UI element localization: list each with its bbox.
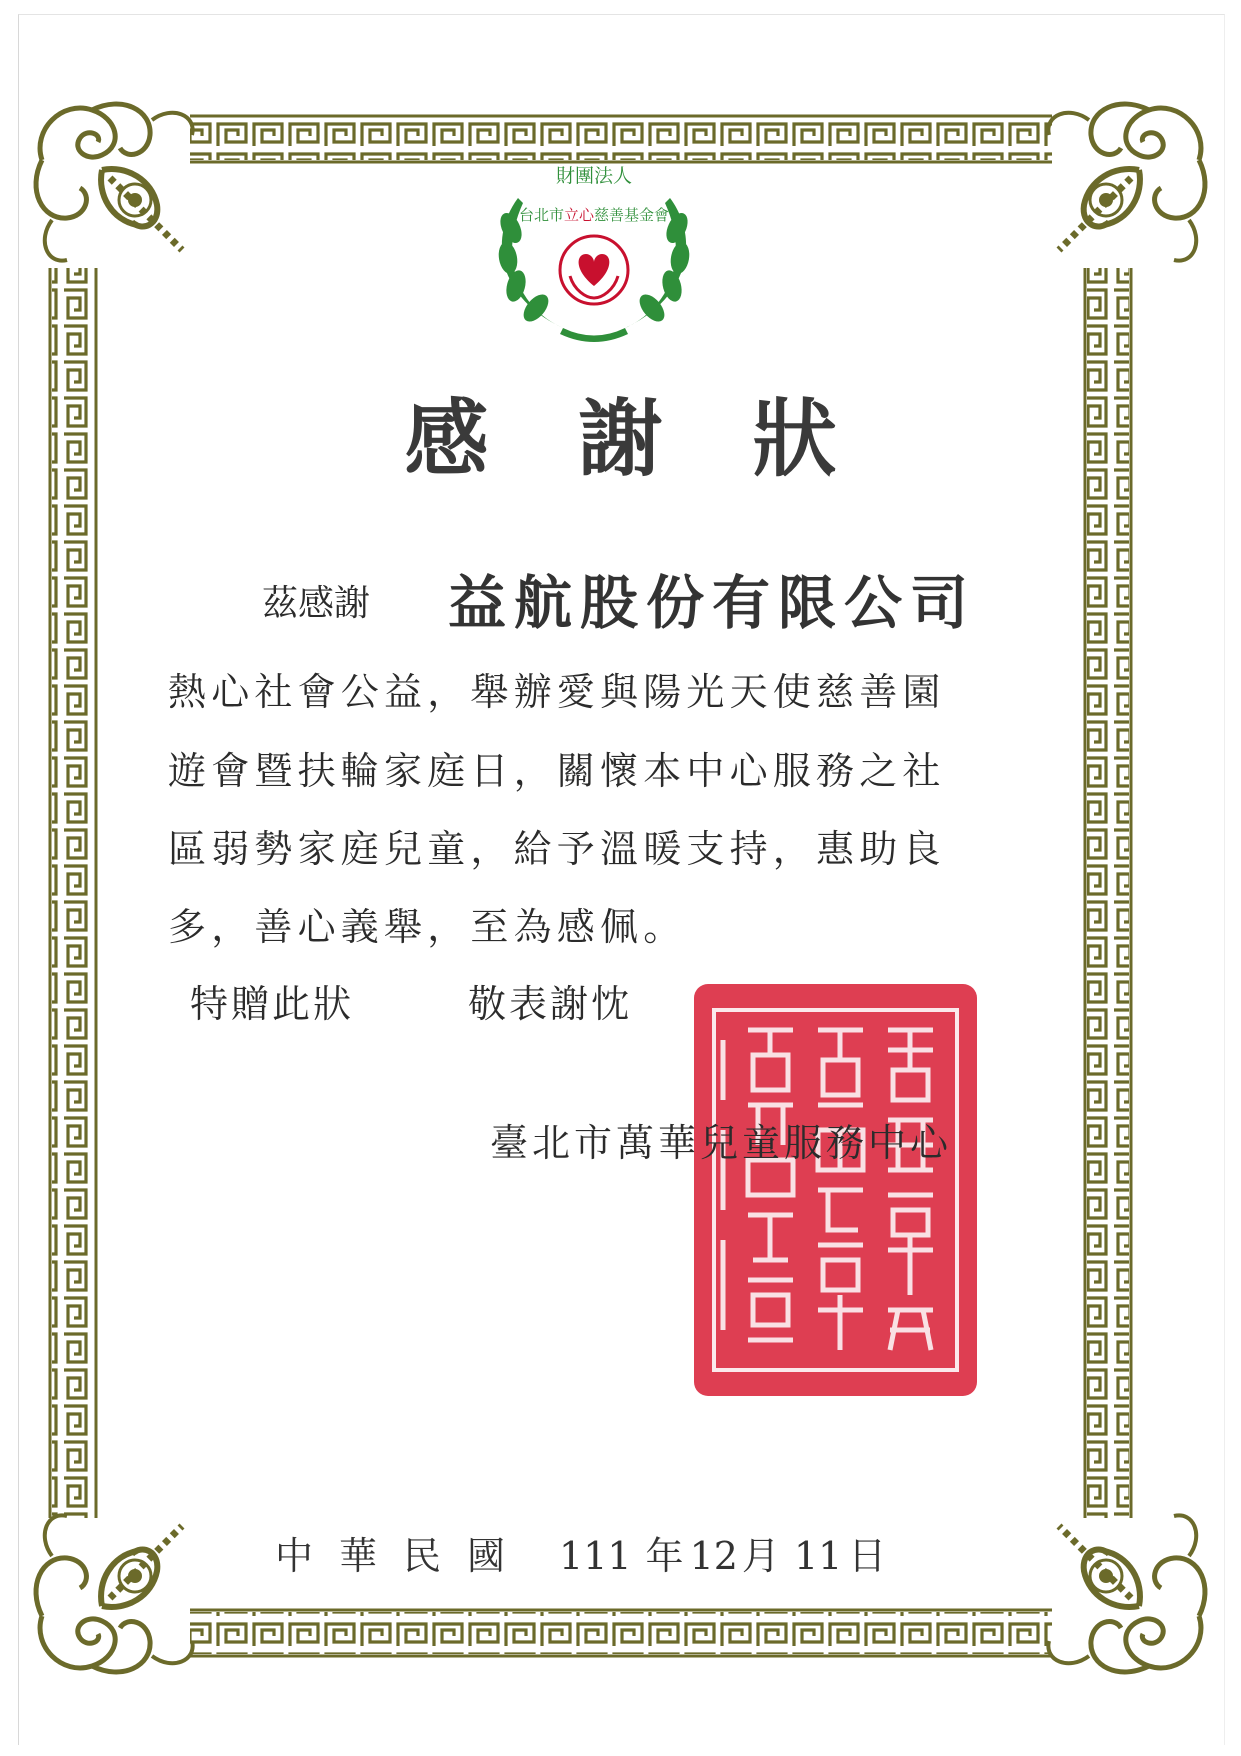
corner-ornament-bottom-left: [36, 1515, 193, 1672]
issuer-name: 臺北市萬華兒童服務中心: [490, 1121, 953, 1165]
date-month: 12: [689, 1534, 738, 1578]
date-day-unit: 日: [848, 1534, 887, 1578]
logo-top-text: 財團法人: [555, 165, 633, 187]
date-month-unit: 月: [741, 1534, 780, 1578]
date-era: 中華民國: [275, 1534, 532, 1578]
date-year: 111: [559, 1534, 632, 1578]
foundation-logo: [478, 158, 710, 348]
body-line: 遊會暨扶輪家庭日，關懷本中心服務之社: [168, 749, 946, 793]
corner-ornament-top-right: [1048, 104, 1205, 261]
logo-org-name: 台北市立心慈善基金會: [518, 206, 670, 224]
heart-in-hands-icon: [560, 236, 628, 304]
recipient-name: 益航股份有限公司: [448, 569, 977, 637]
date-year-unit: 年: [645, 1534, 684, 1578]
closing-phrase-right: 敬表謝忱: [468, 982, 633, 1026]
certificate-title: 感謝狀: [404, 389, 927, 488]
closing-phrase-left: 特贈此狀: [190, 982, 355, 1026]
corner-ornament-bottom-right: [1048, 1515, 1205, 1672]
official-seal-stamp: [688, 980, 983, 1400]
corner-ornament-top-left: [36, 104, 193, 261]
intro-text: 茲感謝: [262, 583, 371, 624]
body-line: 區弱勢家庭兒童，給予溫暖支持，惠助良: [168, 827, 946, 871]
date-day: 11: [793, 1534, 843, 1578]
body-line: 多，善心義舉，至為感佩。: [168, 905, 687, 949]
body-line: 熱心社會公益，舉辦愛與陽光天使慈善園: [168, 670, 946, 714]
issue-date: [275, 1525, 914, 1580]
